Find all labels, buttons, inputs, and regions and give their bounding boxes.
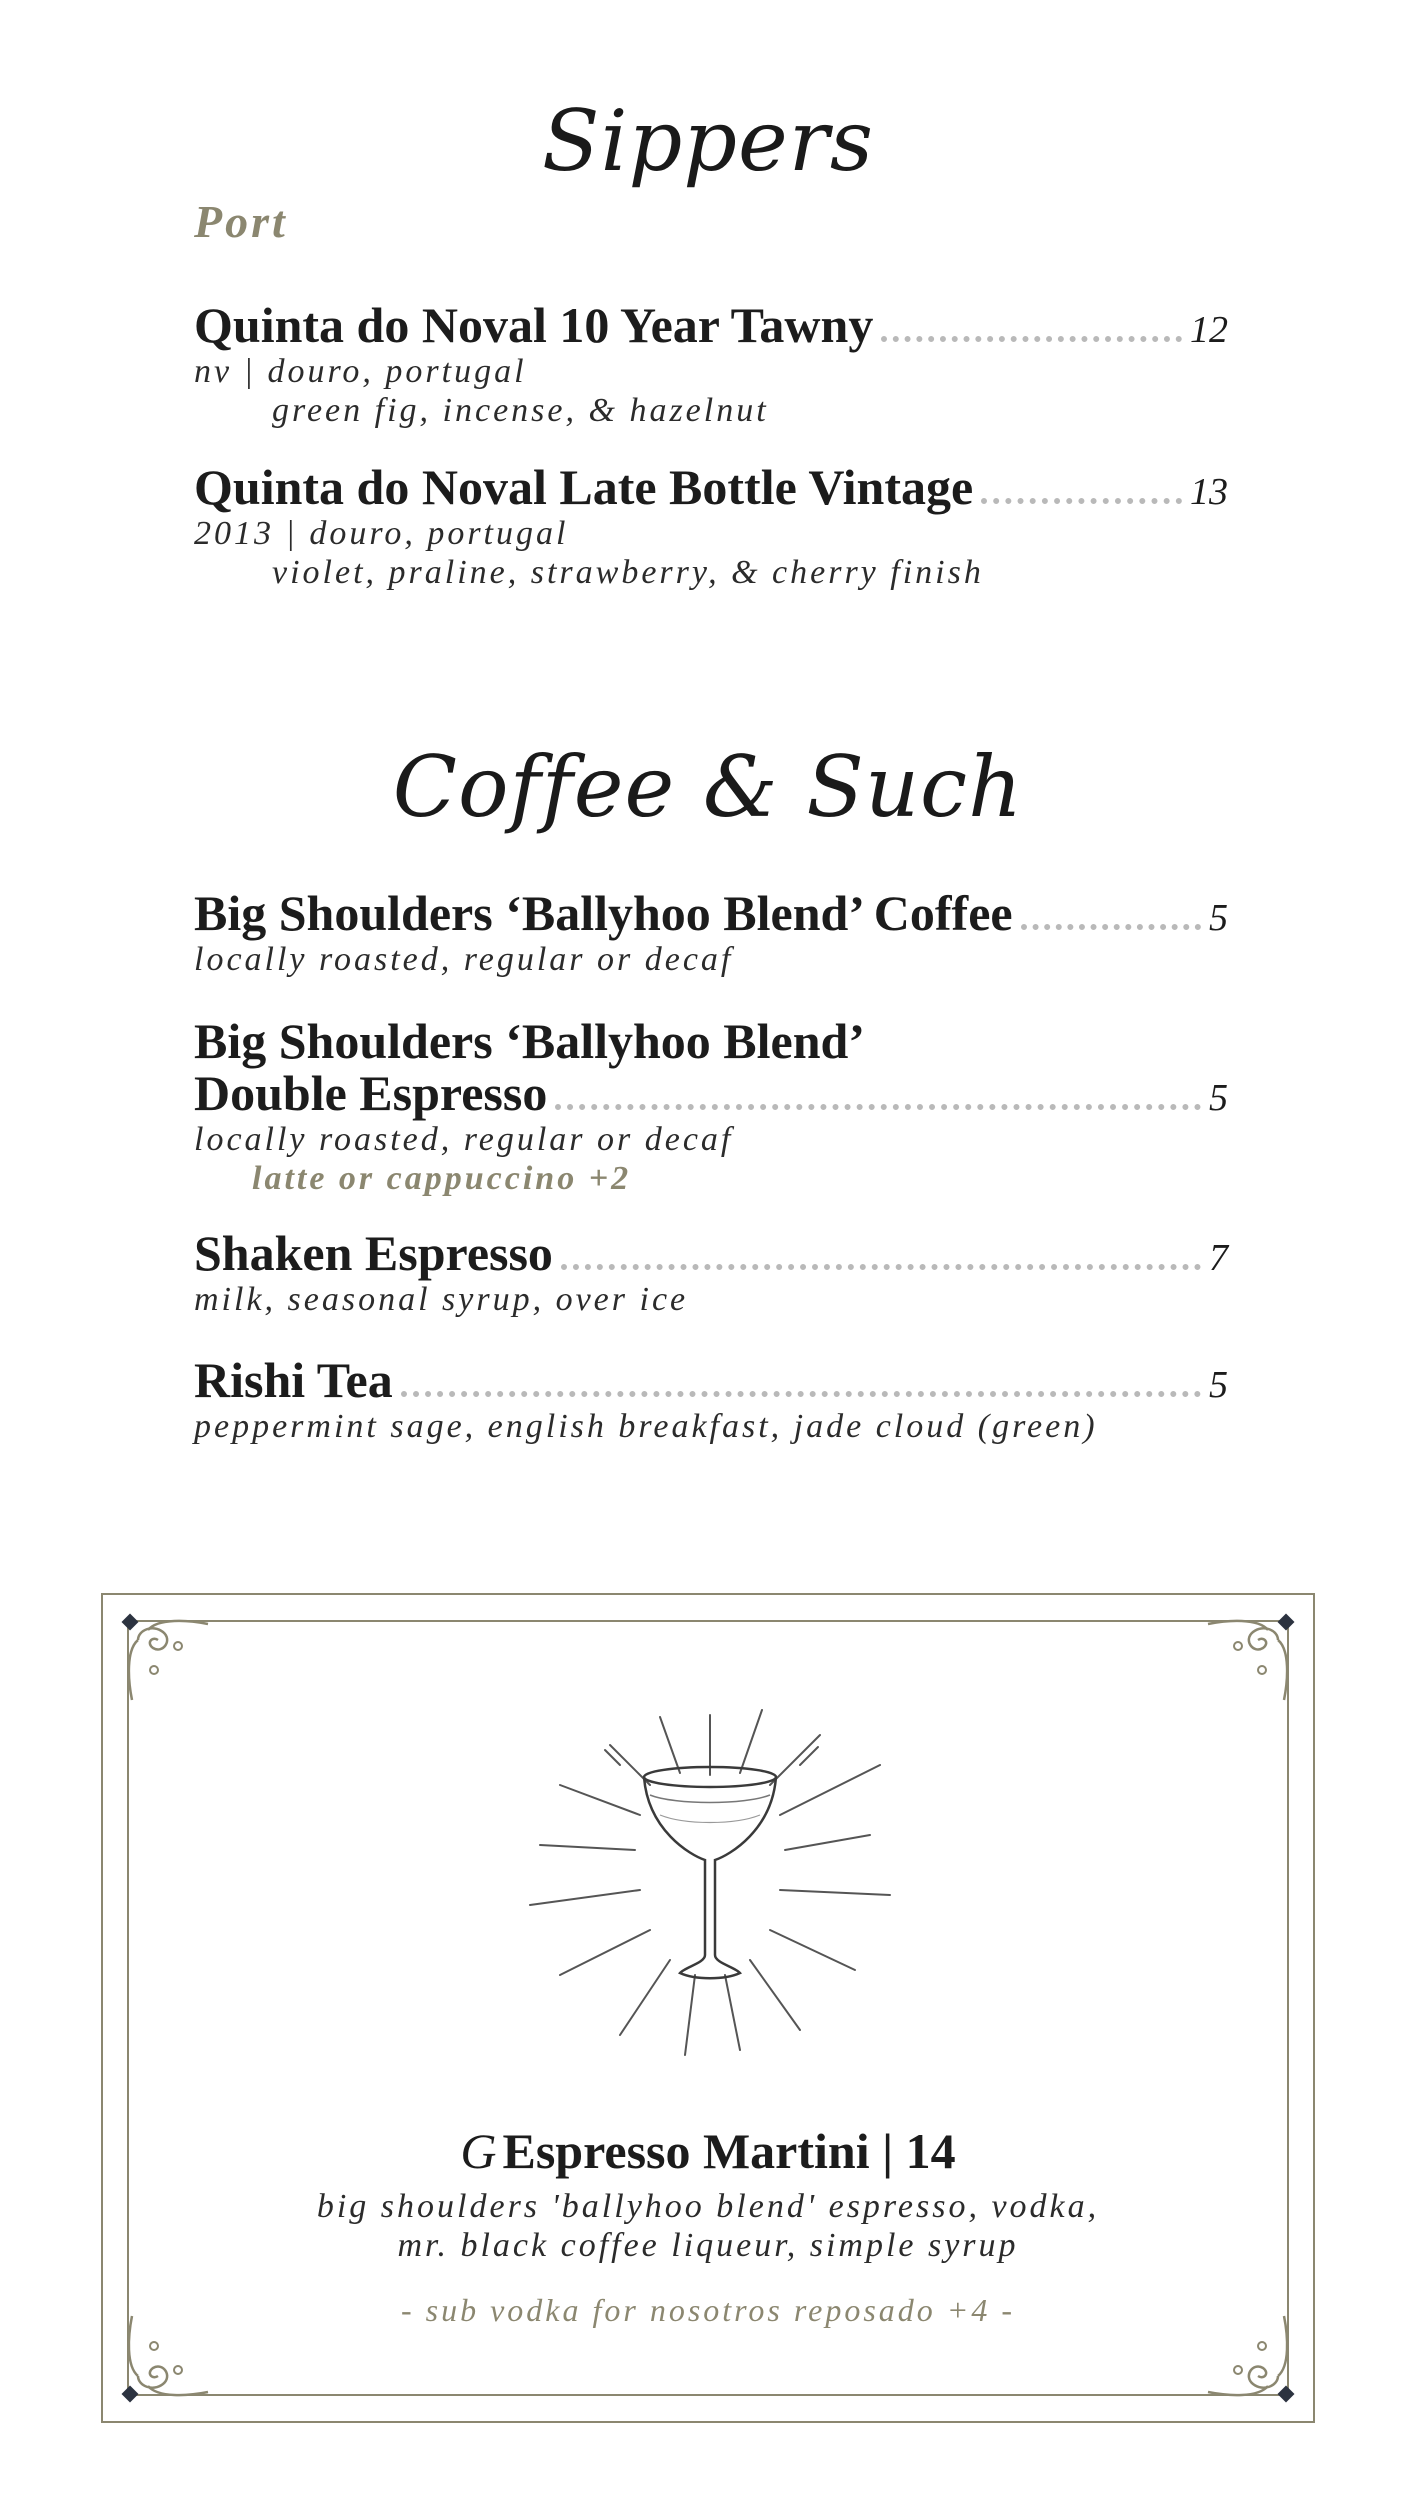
item-price: 5	[1209, 1364, 1228, 1406]
leader-dots	[555, 1104, 1201, 1110]
menu-item-rishi-tea	[194, 1352, 1228, 1446]
item-price: 13	[1190, 471, 1228, 513]
feature-title	[0, 2122, 1416, 2180]
item-name: Rishi Tea	[194, 1352, 393, 1408]
feature-sub-note: - sub vodka for nosotros reposado +4 -	[400, 2292, 1016, 2328]
leader-dots	[881, 336, 1182, 342]
item-price: 7	[1209, 1237, 1228, 1279]
item-notes: violet, praline, strawberry, & cherry finish	[272, 554, 984, 592]
item-price: 12	[1190, 309, 1228, 351]
coupe-glass-icon	[500, 1655, 920, 2085]
sippers-title: Sippers	[542, 92, 874, 190]
item-desc: milk, seasonal syrup, over ice	[194, 1281, 689, 1318]
item-notes: green fig, incense, & hazelnut	[272, 392, 769, 430]
item-name: Shaken Espresso	[194, 1225, 553, 1281]
feature-desc-line2: mr. black coffee liqueur, simple syrup	[397, 2227, 1019, 2264]
corner-ornament-icon	[118, 1610, 228, 1720]
leader-dots	[981, 498, 1182, 504]
item-name: Big Shoulders ‘Ballyhoo Blend’ Coffee	[194, 885, 1013, 941]
menu-item-coffee	[194, 885, 1228, 979]
item-desc: locally roasted, regular or decaf	[194, 1120, 734, 1158]
item-desc: locally roasted, regular or decaf	[194, 941, 734, 978]
item-name: Quinta do Noval Late Bottle Vintage	[194, 459, 974, 515]
item-origin: nv | douro, portugal	[194, 353, 527, 390]
menu-item-lbv	[194, 459, 1228, 592]
leader-dots	[1021, 924, 1201, 930]
item-price: 5	[1209, 897, 1228, 939]
item-desc: peppermint sage, english breakfast, jade cloud (green)	[194, 1408, 1098, 1445]
corner-ornament-icon	[1188, 1610, 1298, 1720]
item-addon: latte or cappuccino +2	[252, 1159, 632, 1197]
item-name-line1: Big Shoulders ‘Ballyhoo Blend’	[194, 1013, 865, 1069]
feature-title-text: Espresso Martini | 14	[502, 2123, 956, 2179]
item-name: Quinta do Noval 10 Year Tawny	[194, 297, 874, 353]
leader-dots	[401, 1391, 1201, 1397]
coffee-title: Coffee & Such	[392, 738, 1024, 836]
menu-item-shaken-espresso	[194, 1225, 1228, 1319]
leader-dots	[561, 1264, 1201, 1270]
item-price: 5	[1209, 1076, 1228, 1119]
feature-mark: G	[460, 2123, 497, 2179]
item-name-line2: Double Espresso	[194, 1064, 548, 1121]
feature-desc-line1: big shoulders 'ballyhoo blend' espresso, vodka,	[316, 2188, 1100, 2225]
menu-item-tawny	[194, 297, 1228, 430]
port-subhead: Port	[194, 196, 288, 247]
menu-item-double-espresso	[194, 1015, 1228, 1199]
item-origin: 2013 | douro, portugal	[194, 515, 569, 552]
